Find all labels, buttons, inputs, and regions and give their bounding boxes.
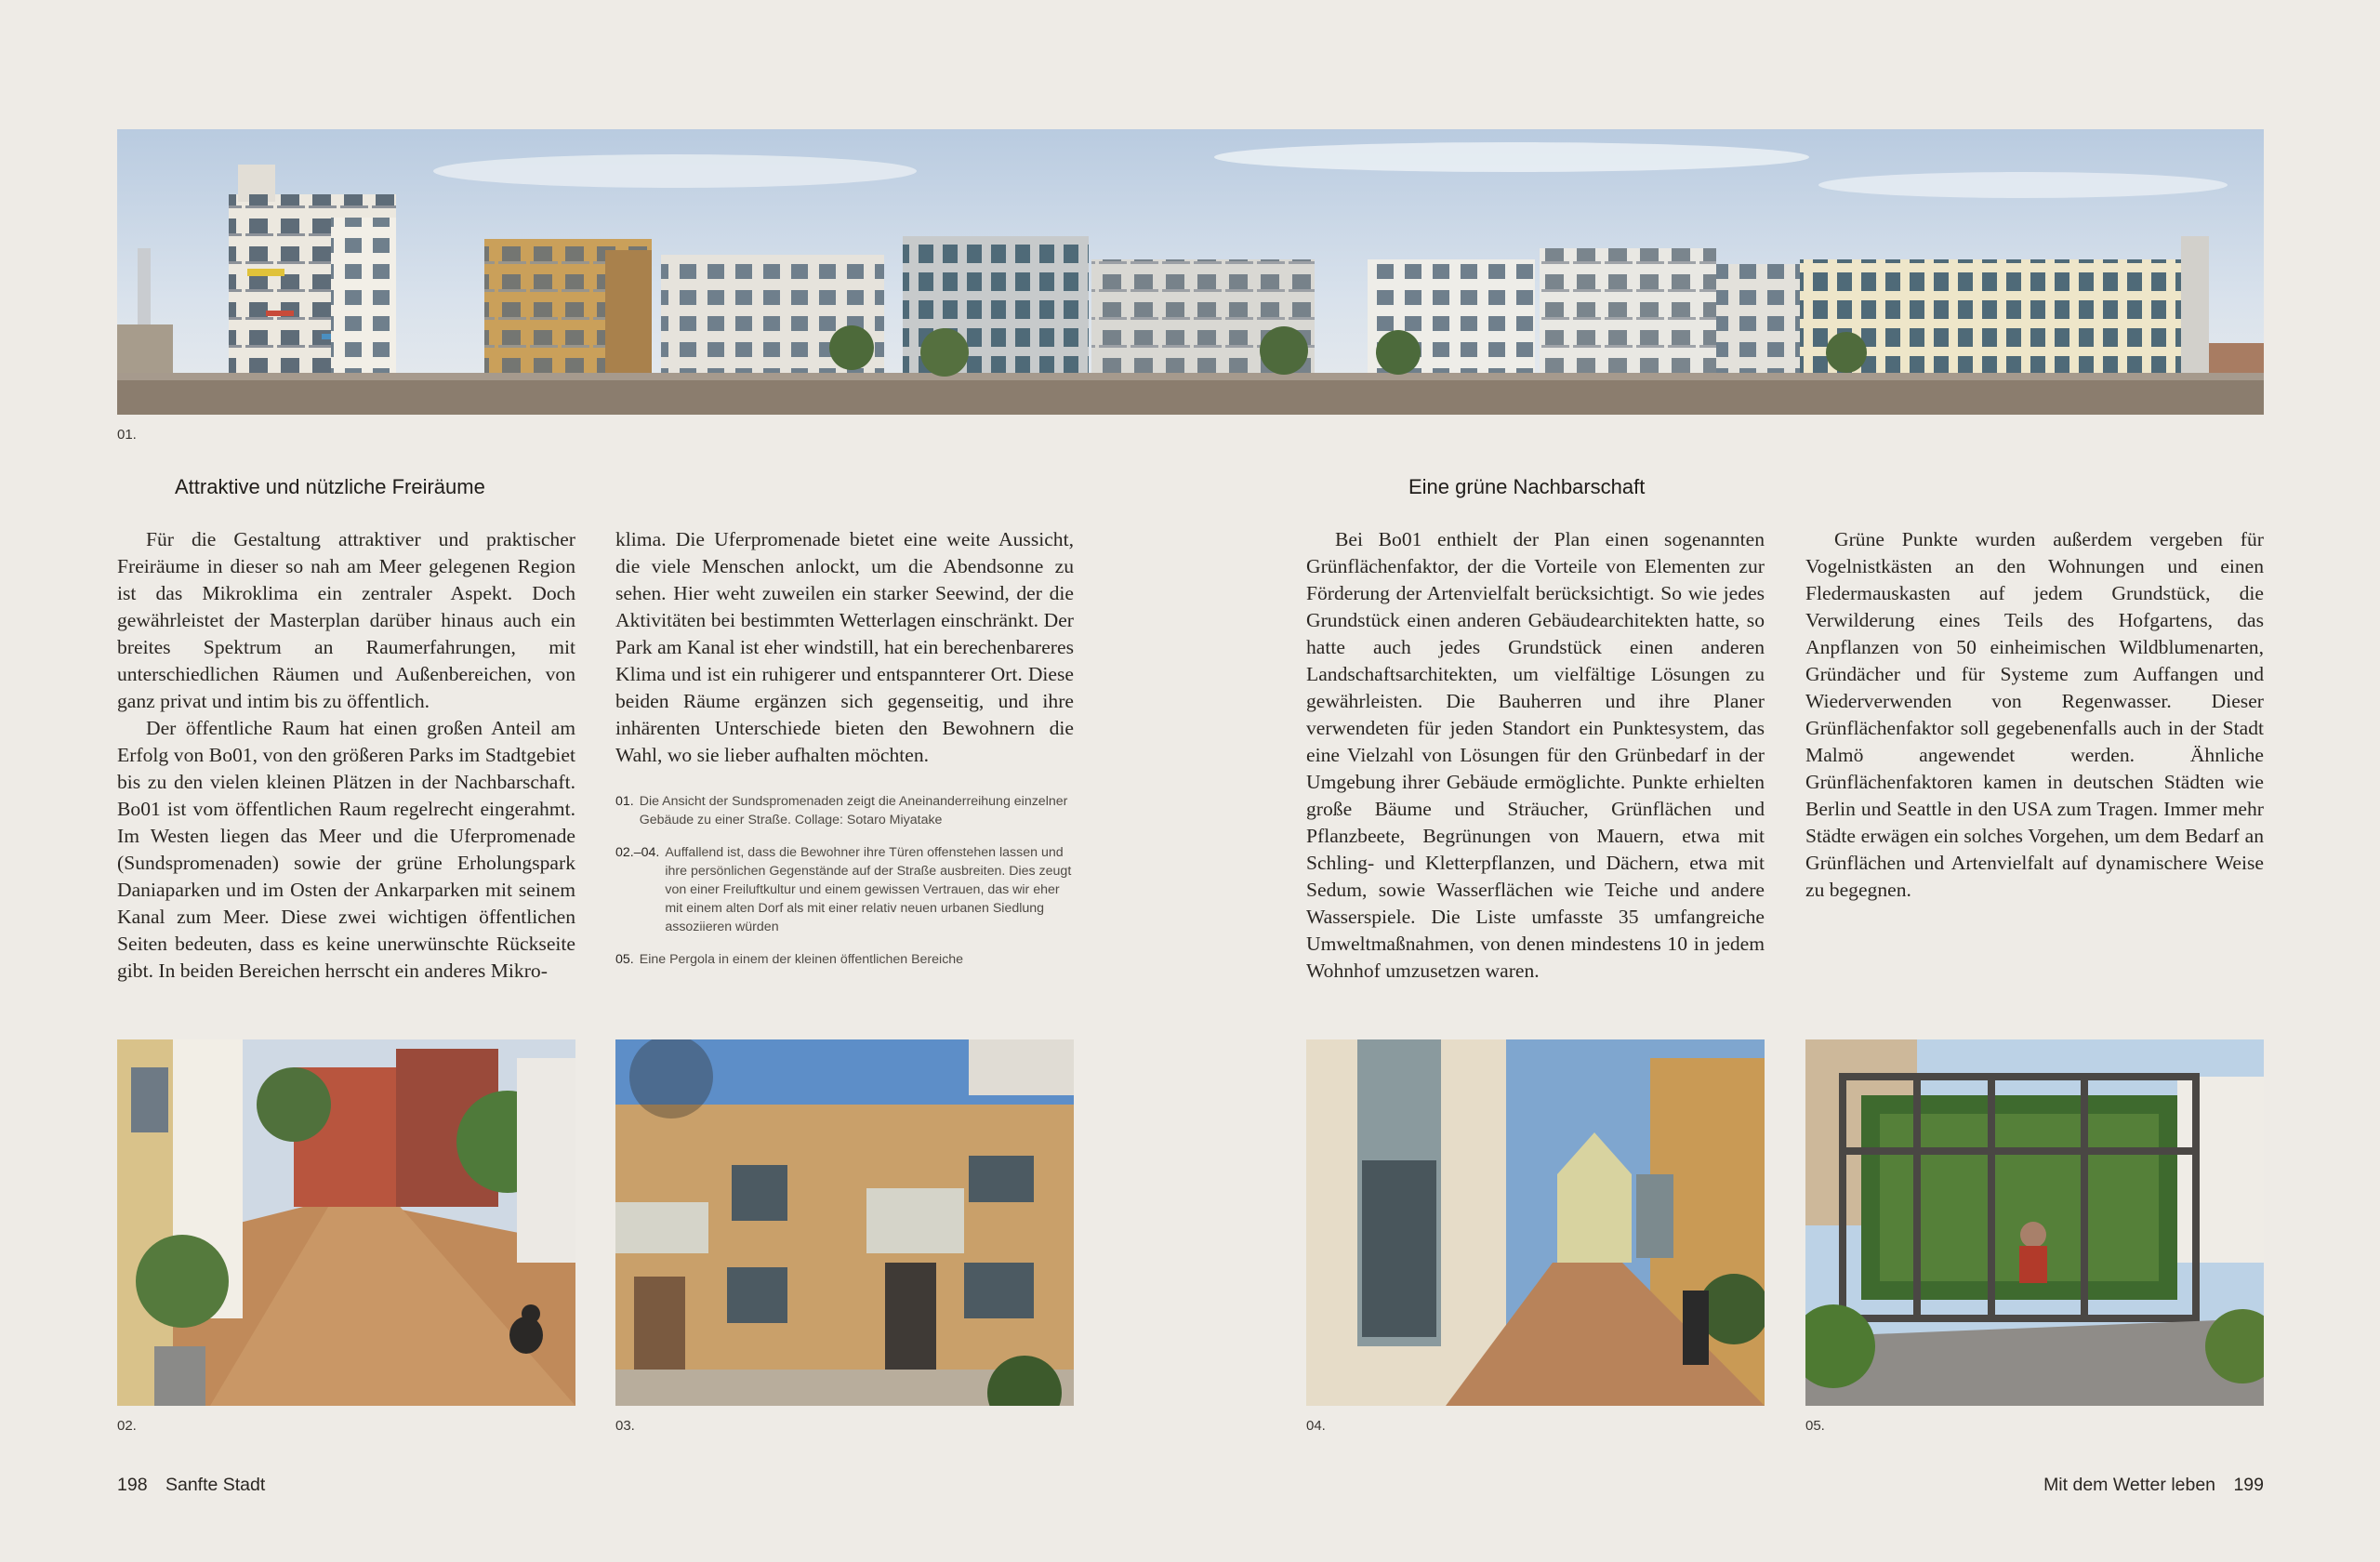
panorama-collage bbox=[117, 129, 2264, 415]
body-column-right-1 bbox=[1306, 526, 1765, 985]
page-number-left: 198 bbox=[117, 1475, 148, 1495]
photo-brick-rowhouse bbox=[615, 1039, 1074, 1406]
page-number-right: 199 bbox=[2233, 1475, 2264, 1495]
caption-number: 01. bbox=[615, 794, 634, 809]
caption-text: Auffallend ist, dass die Bewohner ihre Türen offenstehen lassen und ihre persönlichen Gegenstände auf der Straße ausbreiten. Dies zeugt von einer Freiluftkultur und einem gewissen Vertrauen, das wir eher mit einem alten Dorf als mit einer relativ neuen urbanen Siedlung assoziieren würden bbox=[665, 845, 1072, 934]
running-title-left: Sanfte Stadt bbox=[165, 1475, 266, 1495]
body-column-left-1 bbox=[117, 526, 575, 985]
caption-item bbox=[615, 843, 1080, 936]
caption-text: Eine Pergola in einem der kleinen öffentlichen Bereiche bbox=[639, 952, 964, 967]
section-heading-left: Attraktive und nützliche Freiräume bbox=[175, 475, 485, 498]
photo-alley-open-door bbox=[117, 1039, 575, 1406]
figure-captions bbox=[615, 792, 1080, 983]
paragraph: Der öffentliche Raum hat einen großen Anteil am Erfolg von Bo01, von den größeren Parks im Stadtgebiet bis zu den vielen kleinen Plätzen in der Nachbarschaft. Bo01 ist vom öffentlichen Raum regelrecht eingerahmt. Im Westen liegen das Meer und die Uferpromenade (Sundspromenaden) sowie der grüne Erholungspark Daniaparken und im Osten der Ankarparken mit seinem Kanal zum Meer. Diese zwei wichtigen öffentlichen Seiten bedeuten, dass es keine unerwünschte Rückseite gibt. In beiden Bereichen herrscht ein anderes Mikro- bbox=[117, 717, 575, 982]
body-column-left-2 bbox=[615, 526, 1074, 769]
footer-left bbox=[117, 1475, 265, 1496]
caption-item bbox=[615, 792, 1080, 829]
caption-number: 02.–04. bbox=[615, 845, 660, 860]
photo-number-04: 04. bbox=[1306, 1418, 1326, 1434]
paragraph: Für die Gestaltung attraktiver und praktischer Freiräume in dieser so nah am Meer gelegenen Region ist das Mikroklima ein zentraler Aspekt. Doch gewährleistet der Masterplan darüber hinaus auch ein breites Spektrum an Raumerfahrungen, mit unterschiedlichen Räumen und Außenbereichen, von ganz privat und intim bis zu öffentlich. bbox=[117, 528, 575, 712]
paragraph: Bei Bo01 enthielt der Plan einen sogenannten Grünflächenfaktor, der die Vorteile von Elementen zur Förderung der Artenvielfalt berücksichtigt. So wie jedes Grundstück einen anderen Gebäudearchitekten hatte, so hatte auch jedes Grundstück einen anderen Landschaftsarchitekten, um vielfältige Lösungen zu gewährleisten. Die Bauherren und ihre Planer verwendeten für jeden Standort ein Punktesystem, das eine Vielzahl von Lösungen für den Grünbedarf in der Umgebung ihrer Gebäude ermöglichte. Punkte erhielten große Bäume und Sträucher, Grünflächen und Pflanzbeete, Begrünungen von Mauern, etwa mit Schling- und Kletterpflanzen, und Dächern, etwa mit Sedum, sowie Wasserflächen wie Teiche und andere Wasserspiele. Die Liste umfasste 35 umfangreiche Umweltmaßnahmen, von denen mindestens 10 in jedem Wohnhof umzusetzen waren. bbox=[1306, 528, 1765, 982]
paragraph: klima. Die Uferpromenade bietet eine weite Aussicht, die viele Menschen anlockt, um die Abendsonne zu sehen. Hier weht zuweilen ein starker Seewind, der die Aktivitäten bei bestimmten Wetterlagen einschränkt. Der Park am Kanal ist eher windstill, hat ein berechenbareres Klima und ist ein ruhigerer und entspannterer Ort. Diese beiden Räume ergänzen sich gegenseitig, und ihre inhärenten Unterschiede bieten den Bewohnern die Wahl, wo sie lieber aufhalten möchten. bbox=[615, 528, 1074, 766]
body-column-right-2 bbox=[1805, 526, 2264, 904]
photo-number-02: 02. bbox=[117, 1418, 137, 1434]
caption-number: 05. bbox=[615, 952, 634, 967]
caption-text: Die Ansicht der Sundspromenaden zeigt die Aneinanderreihung einzelner Gebäude zu einer Straße. Collage: Sotaro Miyatake bbox=[639, 794, 1068, 827]
photo-number-05: 05. bbox=[1805, 1418, 1825, 1434]
footer-right bbox=[2043, 1475, 2264, 1496]
caption-item bbox=[615, 950, 1080, 969]
section-heading-right: Eine grüne Nachbarschaft bbox=[1408, 475, 1646, 498]
paragraph: Grüne Punkte wurden außerdem vergeben für Vogelnistkästen an den Wohnungen und einen Fledermauskasten auf jedem Grundstück, die Verwilderung eines Teils des Hofgartens, das Anpflanzen von 50 einheimischen Wildblumenarten, Gründächer und für Systeme zum Auffangen und Wiederverwenden von Regenwasser. Dieser Grünflächenfaktor soll gegebenenfalls auch in der Stadt Malmö angewendet werden. Ähnliche Grünflächenfaktoren kamen in deutschen Städten wie Berlin und Seattle in den USA zum Tragen. Immer mehr Städte erwägen ein solches Vorgehen, um dem Bedarf an Grünflächen und Artenvielfalt auf dynamischere Weise zu begegnen. bbox=[1805, 528, 2264, 901]
running-title-right: Mit dem Wetter leben bbox=[2043, 1475, 2216, 1495]
photo-pergola bbox=[1805, 1039, 2264, 1406]
panorama-figure-number: 01. bbox=[117, 427, 137, 443]
photo-number-03: 03. bbox=[615, 1418, 635, 1434]
photo-courtyard-lane bbox=[1306, 1039, 1765, 1406]
